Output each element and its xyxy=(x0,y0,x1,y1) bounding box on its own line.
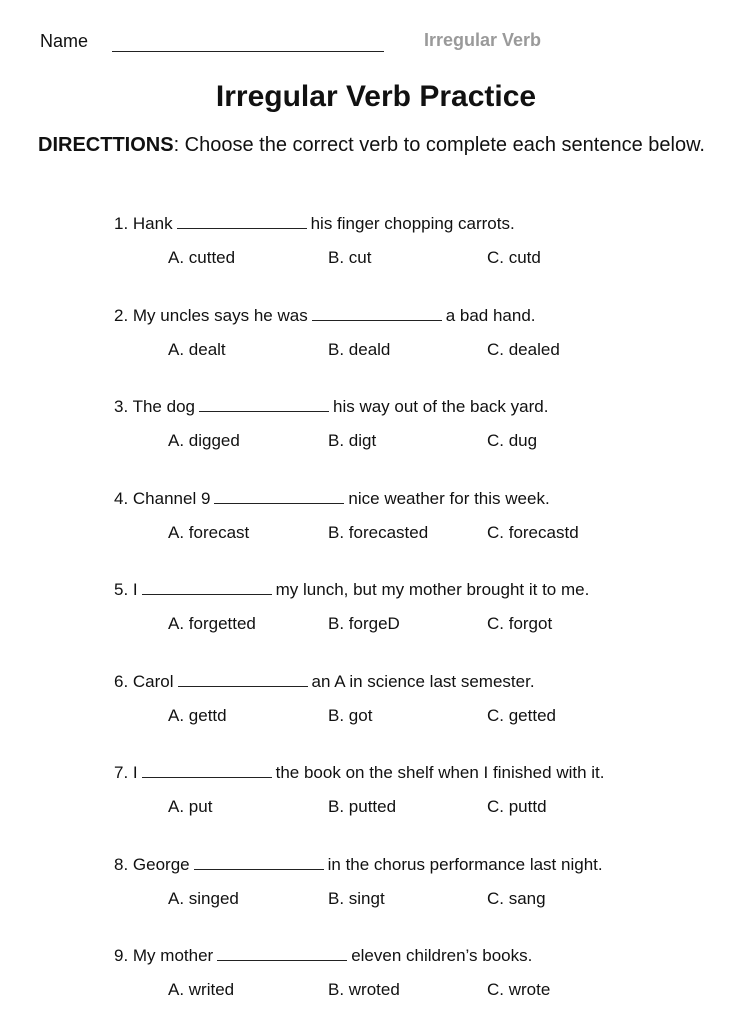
answer-blank[interactable] xyxy=(214,487,344,504)
question-stem xyxy=(114,761,714,785)
question-stem xyxy=(114,944,714,968)
choice-b[interactable]: B. putted xyxy=(328,797,397,816)
choice-c[interactable]: C. forgot xyxy=(487,614,553,633)
answer-blank[interactable] xyxy=(312,304,442,321)
question-list xyxy=(114,212,714,1036)
question-7 xyxy=(114,761,714,853)
answer-choices xyxy=(114,704,714,728)
stem-before: 9. My mother xyxy=(114,946,214,965)
stem-after: in the chorus performance last night. xyxy=(327,854,603,874)
choice-b[interactable]: B. forecasted xyxy=(328,522,429,542)
answer-blank[interactable] xyxy=(217,944,347,961)
question-4 xyxy=(114,487,714,579)
stem-before: 5. I xyxy=(114,580,138,599)
answer-blank[interactable] xyxy=(194,853,324,870)
answer-blank[interactable] xyxy=(199,395,329,412)
stem-after: a bad hand. xyxy=(445,305,536,325)
stem-after: eleven children’s books. xyxy=(351,946,533,965)
choice-c[interactable]: C. dealed xyxy=(487,339,560,359)
worksheet-header xyxy=(40,28,720,56)
question-stem xyxy=(114,487,714,511)
choice-a[interactable]: A. forecast xyxy=(168,522,250,542)
question-stem xyxy=(114,578,714,602)
worksheet-brand: Irregular Verb xyxy=(424,30,542,50)
choice-a[interactable]: A. writed xyxy=(168,980,235,999)
choice-a[interactable]: A. digged xyxy=(168,431,240,450)
stem-after: the book on the shelf when I finished with it. xyxy=(275,763,605,782)
choice-c[interactable]: C. wrote xyxy=(487,980,551,999)
choice-b[interactable]: B. cut xyxy=(328,248,372,267)
answer-choices xyxy=(114,338,714,362)
choice-b[interactable]: B. forgeD xyxy=(328,614,400,633)
choice-a[interactable]: A. dealt xyxy=(168,339,226,359)
name-label: Name xyxy=(40,31,89,51)
question-6 xyxy=(114,670,714,762)
stem-before: 2. My uncles says he was xyxy=(114,305,308,325)
choice-b[interactable]: B. digt xyxy=(328,431,377,450)
choice-c[interactable]: C. cutd xyxy=(487,248,541,267)
choice-b[interactable]: B. deald xyxy=(328,339,391,359)
directions-text: : Choose the correct verb to complete each sentence below. xyxy=(173,134,705,156)
stem-before: 7. I xyxy=(114,763,138,782)
stem-after: nice weather for this week. xyxy=(348,488,550,508)
answer-blank[interactable] xyxy=(177,212,307,229)
stem-after: my lunch, but my mother brought it to me. xyxy=(275,580,590,599)
answer-blank[interactable] xyxy=(142,761,272,778)
choice-a[interactable]: A. forgetted xyxy=(168,614,256,633)
question-stem xyxy=(114,212,714,236)
answer-choices xyxy=(114,521,714,545)
answer-choices xyxy=(114,795,714,819)
stem-after: his way out of the back yard. xyxy=(332,397,549,416)
stem-before: 4. Channel 9 xyxy=(114,488,211,508)
question-stem xyxy=(114,853,714,877)
question-9 xyxy=(114,944,714,1036)
directions-label: DIRECTTIONS xyxy=(38,134,174,156)
choice-b[interactable]: B. wroted xyxy=(328,980,400,999)
choice-a[interactable]: A. gettd xyxy=(168,705,227,725)
question-1 xyxy=(114,212,714,304)
question-8 xyxy=(114,853,714,945)
answer-blank[interactable] xyxy=(142,578,272,595)
choice-c[interactable]: C. getted xyxy=(487,705,556,725)
choice-c[interactable]: C. dug xyxy=(487,431,538,450)
page-title: Irregular Verb Practice xyxy=(215,80,537,113)
choice-c[interactable]: C. sang xyxy=(487,888,546,908)
choice-a[interactable]: A. cutted xyxy=(168,248,236,267)
question-2 xyxy=(114,304,714,396)
stem-before: 1. Hank xyxy=(114,214,173,233)
choice-b[interactable]: B. got xyxy=(328,705,373,725)
answer-choices xyxy=(114,246,714,270)
question-5 xyxy=(114,578,714,670)
stem-after: his finger chopping carrots. xyxy=(310,214,515,233)
question-stem xyxy=(114,670,714,694)
answer-choices xyxy=(114,887,714,911)
question-stem xyxy=(114,395,714,419)
answer-blank[interactable] xyxy=(178,670,308,687)
choice-c[interactable]: C. forecastd xyxy=(487,522,579,542)
choice-a[interactable]: A. put xyxy=(168,797,213,816)
answer-choices xyxy=(114,612,714,636)
directions xyxy=(38,130,728,160)
stem-after: an A in science last semester. xyxy=(311,671,535,691)
question-stem xyxy=(114,304,714,328)
question-3 xyxy=(114,395,714,487)
name-blank-line[interactable] xyxy=(112,51,384,52)
stem-before: 3. The dog xyxy=(114,397,195,416)
answer-choices xyxy=(114,978,714,1002)
stem-before: 8. George xyxy=(114,854,190,874)
stem-before: 6. Carol xyxy=(114,671,174,691)
choice-b[interactable]: B. singt xyxy=(328,888,385,908)
answer-choices xyxy=(114,429,714,453)
choice-c[interactable]: C. puttd xyxy=(487,797,547,816)
choice-a[interactable]: A. singed xyxy=(168,888,239,908)
